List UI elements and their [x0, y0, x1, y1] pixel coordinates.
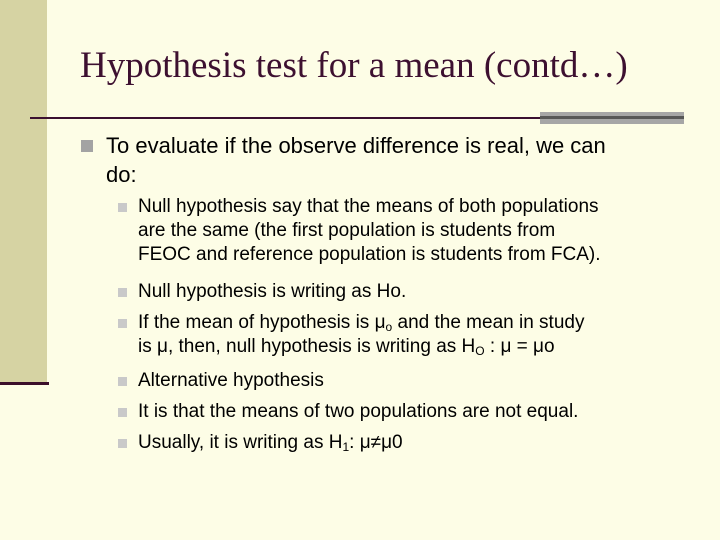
main-bullet-square-icon: [81, 140, 93, 152]
sub-bullet-6-end: : μ≠μ0: [349, 432, 403, 453]
sub-bullet-square-icon: [118, 203, 127, 212]
sub-bullet-5-text: It is that the means of two populations are not equal.: [138, 401, 579, 422]
sub-bullet-1-text: [138, 195, 693, 267]
main-bullet-line-2: do:: [106, 162, 137, 187]
main-bullet-line-1: To evaluate if the observe difference is real, we can: [106, 133, 606, 158]
sub-bullet-square-icon: [118, 288, 127, 297]
sub-bullet-1-line-3: FEOC and reference population is students from FCA).: [138, 244, 601, 265]
sub-bullet-3-line-2-end: : μ = μo: [484, 336, 555, 357]
sub-bullet-square-icon: [118, 319, 127, 328]
sub-bullet-3-line-1-start: If the mean of hypothesis is μ: [138, 312, 386, 333]
main-bullet-text: [106, 131, 684, 189]
slide-title: Hypothesis test for a mean (contd…): [80, 45, 628, 86]
sub-bullet-3-line-1: [138, 311, 693, 335]
sub-bullet-1-line-2: are the same (the first population is students from: [138, 220, 556, 241]
sub-bullet-square-icon: [118, 408, 127, 417]
title-underline: [30, 117, 540, 119]
sub-bullet-square-icon: [118, 439, 127, 448]
sub-bullet-1-line-1: Null hypothesis say that the means of both populations: [138, 196, 599, 217]
sub-bullet-3-text: [138, 311, 693, 359]
mu-subscript: o: [385, 320, 393, 334]
decorative-side-line: [0, 382, 49, 385]
decorative-side-bar: [0, 0, 47, 383]
sub-bullet-square-icon: [118, 377, 127, 386]
h1-subscript: 1: [342, 440, 350, 454]
sub-bullet-6-start: Usually, it is writing as H: [138, 432, 343, 453]
sub-bullet-4-text: Alternative hypothesis: [138, 370, 324, 391]
h-subscript: O: [475, 344, 485, 358]
sub-bullet-3-line-2-start: is μ, then, null hypothesis is writing as H: [138, 336, 476, 357]
title-accent-stripe: [540, 116, 684, 119]
sub-bullet-6-text: [138, 431, 693, 455]
sub-bullet-3-line-2: [138, 335, 693, 359]
sub-bullet-2-text: Null hypothesis is writing as Ho.: [138, 281, 407, 302]
sub-bullet-3-line-1-end: and the mean in study: [392, 312, 585, 333]
